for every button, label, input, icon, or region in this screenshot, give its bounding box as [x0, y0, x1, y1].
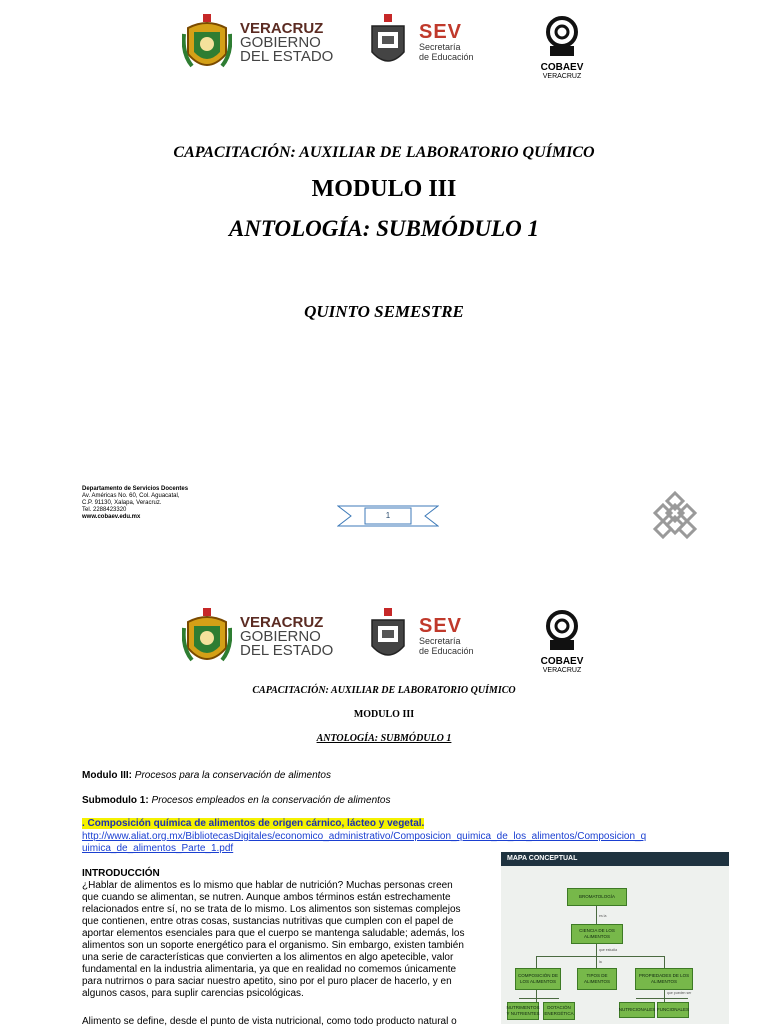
- page2-antologia: ANTOLOGÍA: SUBMÓDULO 1: [316, 733, 452, 744]
- concept-map-title: MAPA CONCEPTUAL: [501, 852, 729, 866]
- cover-modulo: MODULO III: [311, 176, 457, 202]
- veracruz-crest-logo: [182, 14, 232, 76]
- connector: [636, 998, 688, 999]
- page-number-ribbon: [337, 503, 439, 529]
- node-composicion: COMPOSICIÓN DE LOS ALIMENTOS: [515, 968, 561, 990]
- page-number: 1: [385, 511, 391, 520]
- submodulo-label: Submodulo 1:: [82, 795, 149, 806]
- sev-wordmark: SEV Secretaría de Educación: [419, 21, 474, 62]
- connector: [519, 998, 559, 999]
- cobaev-logo: COBAEV VERACRUZ: [540, 14, 584, 81]
- intro-heading: INTRODUCCIÓN: [82, 868, 160, 879]
- sev-crest-logo: [368, 14, 408, 72]
- connector: [664, 988, 665, 1002]
- veracruz-crest-logo: [182, 608, 232, 670]
- cover-semestre: QUINTO SEMESTRE: [304, 302, 464, 321]
- intro-paragraph: ¿Hablar de alimentos es lo mismo que hablar de nutrición? Muchas personas creen que cuando se alimentan, se nutren. Aunque ambos términos están estrechamente relacionados entre sí, no se trata de lo mismo. Los alimentos son sistemas complejos que contienen, entre otras cosas, sustancias nutritivas que cumplen con el papel de aportar elementos esenciales para que el cuerpo se mantenga saludable; además, los alimentos son un soporte energético para el organismo. Sin embargo, existen también una serie de características que convierten a los alimentos en algo apetecible, valor fundamental en la industria alimentaria, ya que en realidad no comemos únicamente para nutrirnos o para saciar nuestro apetito, sino por el puro placer de hacerlo, y en algunos casos, para suplir carencias psicológicas.: [82, 880, 465, 999]
- connector: [536, 956, 664, 957]
- veracruz-wordmark: VERACRUZ GOBIERNO DEL ESTADO: [240, 20, 334, 65]
- node-tipos: TIPOS DE ALIMENTOS: [577, 968, 617, 990]
- submodulo-line: [82, 795, 390, 807]
- connector: [596, 942, 597, 956]
- source-link-continued[interactable]: uimica_de_alimentos_Parte_1.pdf: [82, 843, 234, 854]
- veracruz-wordmark: VERACRUZ GOBIERNO DEL ESTADO: [240, 614, 334, 659]
- sev-wordmark: SEV Secretaría de Educación: [419, 615, 474, 656]
- node-dotacion: DOTACIÓN ENERGÉTICA: [543, 1002, 575, 1020]
- edge-label: es la: [599, 914, 607, 918]
- topic-highlight: . Composición química de alimentos de origen cárnico, lácteo y vegetal.: [82, 818, 425, 829]
- node-nutrimentos: NUTRIMENTOS Y NUTRIENTES: [507, 1002, 539, 1020]
- node-propiedades: PROPIEDADES DE LOS ALIMENTOS: [635, 968, 693, 990]
- modulo-line: [82, 770, 331, 782]
- connector: [536, 956, 537, 968]
- modulo-value: Procesos para la conservación de alimentos: [134, 770, 331, 781]
- submodulo-value: Procesos empleados en la conservación de alimentos: [151, 795, 391, 806]
- page2-modulo: MODULO III: [353, 709, 415, 720]
- modulo-label: Modulo III:: [82, 770, 132, 781]
- logo-header-page1: [0, 14, 768, 84]
- edge-label: la: [599, 960, 602, 964]
- edge-label: que pueden ser: [667, 991, 692, 995]
- source-link-line1[interactable]: [82, 831, 646, 843]
- cobaev-logo: COBAEV VERACRUZ: [540, 608, 584, 675]
- cover-antologia: ANTOLOGÍA: SUBMÓDULO 1: [228, 216, 540, 241]
- sev-crest-logo: [368, 608, 408, 666]
- connector: [664, 956, 665, 968]
- logo-header-page2: [0, 608, 768, 678]
- source-link-line2[interactable]: [82, 843, 233, 855]
- connector: [596, 904, 597, 926]
- definition-line: Alimento se define, desde el punto de vista nutricional, como todo producto natural o: [82, 1016, 457, 1027]
- node-nutricionales: NUTRICIONALES: [619, 1002, 655, 1018]
- cover-capacitacion: CAPACITACIÓN: AUXILIAR DE LABORATORIO QUÍMICO: [173, 144, 595, 161]
- page2-capacitacion: CAPACITACIÓN: AUXILIAR DE LABORATORIO QUÍMICO: [252, 685, 516, 696]
- footer-address: Departamento de Servicios Docentes Av. Américas No. 60, Col. Aguacatal, C.P. 91130, Xalapa, Veracruz. Tel. 2288423320 www.cobaev.edu.mx: [82, 486, 189, 520]
- node-ciencia: CIENCIA DE LOS ALIMENTOS: [571, 924, 623, 944]
- cobaev-emblem-icon: [540, 608, 584, 652]
- cobaev-emblem-icon: [540, 14, 584, 58]
- node-bromatologia: BROMATOLOGÍA: [567, 888, 627, 906]
- celtic-knot-icon: [650, 490, 700, 540]
- connector: [536, 988, 537, 1002]
- connector: [596, 956, 597, 968]
- concept-map: [501, 852, 729, 1024]
- node-funcionales: FUNCIONALES: [657, 1002, 689, 1018]
- edge-label: que estudia: [599, 948, 618, 952]
- highlighted-topic: [82, 818, 424, 830]
- source-link[interactable]: http://www.aliat.org.mx/BibliotecasDigitales/economico_administrativo/Composicion_quimica_de_los_alimentos/Composicion_q: [82, 831, 647, 842]
